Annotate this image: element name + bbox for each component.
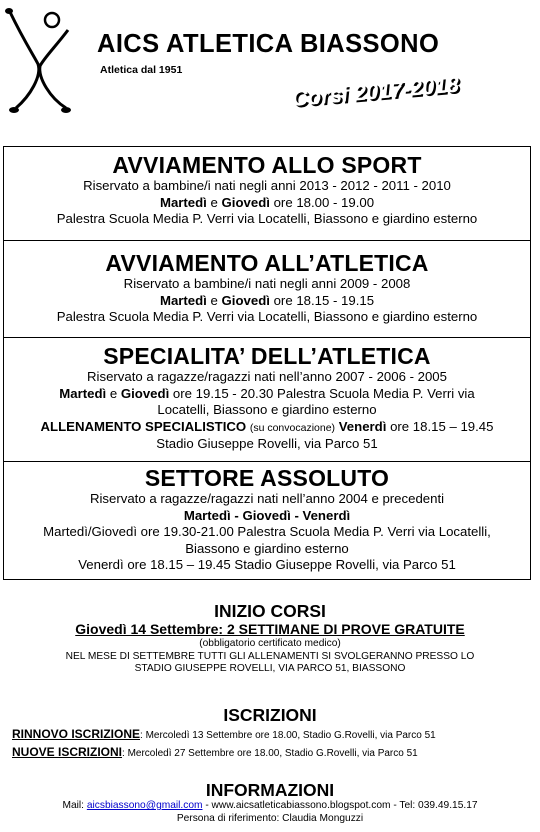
course-box-4 xyxy=(3,461,531,580)
start-note: (obbligatorio certificato medico) xyxy=(199,638,341,649)
course-box-1 xyxy=(3,146,531,241)
course-box-2 xyxy=(3,240,531,338)
registration-title: ISCRIZIONI xyxy=(223,705,317,725)
start-section xyxy=(0,601,540,676)
course-special: ALLENAMENTO SPECIALISTICO (su convocazione) Venerdì ore 18.15 – 19.45 xyxy=(40,418,494,434)
course-eligibility: Riservato a bambine/i nati negli anni 2009 - 2008 xyxy=(123,276,411,291)
course-place: Biassono e giardino esterno xyxy=(185,540,349,556)
start-headline: Giovedì 14 Settembre: 2 SETTIMANE DI PROVE GRATUITE xyxy=(75,621,465,637)
club-since: Atletica dal 1951 xyxy=(100,64,183,76)
registration-lines xyxy=(12,726,436,762)
registration-section xyxy=(0,705,540,725)
course-schedule: Martedì/Giovedì ore 19.30-21.00 Palestra Scuola Media P. Verri via Locatelli, xyxy=(43,524,491,539)
course-place: Palestra Scuola Media P. Verri via Locatelli, Biassono e giardino esterno xyxy=(56,211,478,226)
info-title: INFORMAZIONI xyxy=(205,780,335,800)
course-title: AVVIAMENTO ALL’ATLETICA xyxy=(105,250,429,276)
info-section xyxy=(0,780,540,825)
course-eligibility: Riservato a ragazze/ragazzi nati nell’anno 2004 e precedenti xyxy=(89,491,445,506)
course-schedule: Martedì e Giovedì ore 18.00 - 19.00 xyxy=(159,194,375,210)
course-title: SETTORE ASSOLUTO xyxy=(144,465,390,491)
start-info-line2: STADIO GIUSEPPE ROVELLI, VIA PARCO 51, BIASSONO xyxy=(134,663,406,674)
start-title: INIZIO CORSI xyxy=(214,601,326,621)
course-title: SPECIALITA’ DELL’ATLETICA xyxy=(103,343,431,369)
course-days: Martedì - Giovedì - Venerdì xyxy=(183,507,351,523)
start-info-line1: NEL MESE DI SETTEMBRE TUTTI GLI ALLENAMENTI SI SVOLGERANNO PRESSO LO xyxy=(65,650,475,662)
new-line: NUOVE ISCRIZIONI: Mercoledì 27 Settembre ore 18.00, Stadio G.Rovelli, via Parco 51 xyxy=(12,745,418,759)
course-title: AVVIAMENTO ALLO SPORT xyxy=(112,152,422,178)
season-title: Corsi 2017-2018 xyxy=(290,71,460,112)
info-contact-person: Persona di riferimento: Claudia Monguzzi xyxy=(176,812,364,824)
course-friday: Venerdì ore 18.15 – 19.45 Stadio Giuseppe Rovelli, via Parco 51 xyxy=(78,557,456,572)
email-link[interactable]: aicsbiassono@gmail.com xyxy=(86,800,203,811)
course-place: Palestra Scuola Media P. Verri via Locatelli, Biassono e giardino esterno xyxy=(56,309,478,324)
course-eligibility: Riservato a bambine/i nati negli anni 2013 - 2012 - 2011 - 2010 xyxy=(83,178,451,193)
info-contacts: Mail: aicsbiassono@gmail.com - www.aicsatleticabiassono.blogspot.com - Tel: 039.49.15.17 xyxy=(62,800,478,811)
renew-line: RINNOVO ISCRIZIONE: Mercoledì 13 Settembre ore 18.00, Stadio G.Rovelli, via Parco 51 xyxy=(12,727,436,741)
course-schedule: Martedì e Giovedì ore 19.15 - 20.30 Palestra Scuola Media P. Verri via xyxy=(59,385,475,401)
course-place: Locatelli, Biassono e giardino esterno xyxy=(157,402,377,417)
course-special-place: Stadio Giuseppe Rovelli, via Parco 51 xyxy=(156,436,378,451)
club-name: AICS ATLETICA BIASSONO xyxy=(97,30,440,58)
course-eligibility: Riservato a ragazze/ragazzi nati nell’anno 2007 - 2006 - 2005 xyxy=(87,369,447,384)
course-schedule: Martedì e Giovedì ore 18.15 - 19.15 xyxy=(159,292,375,308)
course-box-3 xyxy=(3,337,531,462)
club-logo-icon xyxy=(4,6,74,118)
